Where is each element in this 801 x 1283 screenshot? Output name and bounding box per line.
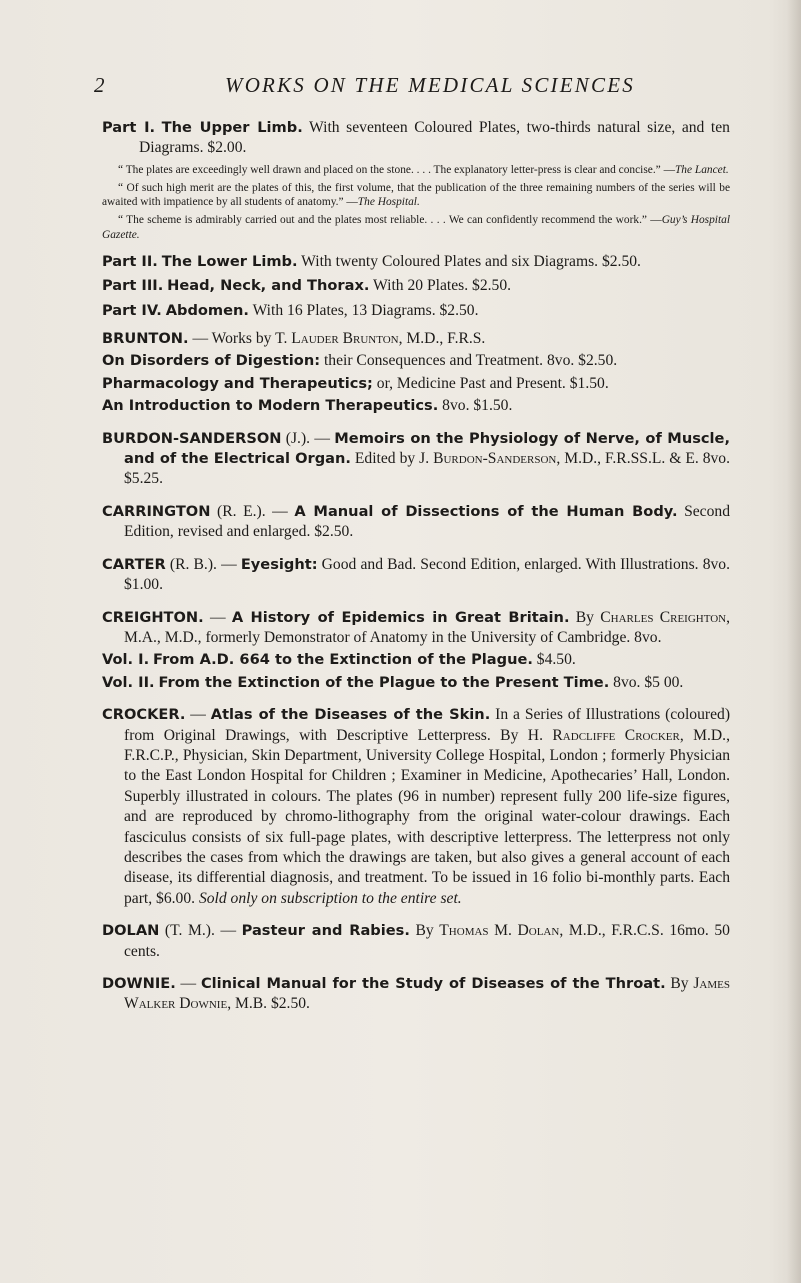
work-title: Pasteur and Rabies. — [241, 922, 410, 940]
entry-brunton — [102, 329, 730, 417]
author-name: CARTER — [102, 555, 166, 573]
work-desc: By — [409, 922, 440, 940]
entry-crocker — [102, 705, 730, 909]
work-desc: Edited by J. — [350, 450, 434, 468]
work-desc: 8vo. $1.50. — [438, 397, 513, 415]
work-desc: Second Edition, revised and enlarged. $2.50. — [124, 502, 730, 541]
work-title: Clinical Manual for the Study of Diseases of the Throat. — [200, 975, 666, 993]
part-title: The Upper Limb. — [161, 119, 303, 136]
page-number: 2 — [94, 73, 105, 97]
page-edge-shadow — [787, 0, 801, 1283]
author-name: CARRINGTON — [102, 502, 211, 520]
quote-text: “ Of such high merit are the plates of this, the first volume, that the publication of the three remaining numbers of the series will be awaited with impatience by all students of anatomy.” — — [102, 182, 730, 209]
quote-source: Guy’s Hospital Gazette. — [102, 214, 730, 241]
author-name: DOLAN — [102, 922, 160, 940]
review-quote — [102, 181, 730, 209]
work-title: A Manual of Dissections of the Human Body. — [294, 502, 678, 520]
work-desc: , M.D., F.R.C.S. 16mo. 50 cents. — [124, 922, 730, 960]
quote-source: The Hospital. — [357, 196, 420, 209]
author-initials: (J.). — — [281, 429, 335, 447]
author-name: DOWNIE. — [102, 975, 176, 993]
entry-carrington — [102, 502, 730, 543]
work-title: Atlas of the Diseases of the Skin. — [210, 706, 491, 724]
review-quote — [102, 163, 730, 177]
work-title: Pharmacology and Therapeutics; — [102, 374, 373, 392]
work-desc: In a Series of Illustrations (coloured) from Original Drawings, with Descriptive Letterpress. By H. — [124, 706, 731, 744]
work-desc: , M.D., F.R.SS.L. & E. 8vo. $5.25. — [124, 450, 730, 488]
review-quote — [102, 213, 730, 241]
volume-desc: $4.50. — [532, 651, 576, 669]
author-full-name: Lauder Brunton — [291, 330, 399, 348]
part-label: Part III. — [102, 277, 164, 295]
catalogue-content — [102, 118, 730, 1027]
entry-intro: — Works by T. — [188, 330, 292, 348]
work-desc: or, Medicine Past and Present. $1.50. — [372, 374, 609, 392]
author-full-name: Charles Creighton — [600, 608, 727, 626]
volume-label: Vol. II. — [102, 673, 155, 691]
part-title: Head, Neck, and Thorax. — [167, 277, 370, 295]
quote-text: “ The scheme is admirably carried out and the plates most reliable. . . . We can confidently recommend the work.” — — [118, 214, 662, 227]
entry-dash: — — [185, 706, 211, 724]
volume-entry — [102, 650, 730, 670]
volume-title: From A.D. 664 to the Extinction of the Plague. — [153, 651, 533, 669]
part-label: Part II. — [102, 252, 158, 270]
work-title: An Introduction to Modern Therapeutics. — [102, 397, 439, 415]
author-full-name: James Walker Downie — [124, 975, 730, 1013]
author-initials: (R. E.). — — [210, 502, 295, 520]
entry-burdon-sanderson — [102, 429, 730, 490]
volume-entry — [102, 673, 730, 693]
part-entry — [102, 301, 730, 321]
entry-dash: — — [175, 975, 201, 993]
part-desc: With 20 Plates. $2.50. — [373, 277, 512, 295]
author-credentials: , M.D., F.R.S. — [398, 330, 486, 348]
author-initials: (T. M.). — — [159, 922, 242, 940]
work-desc: By — [569, 608, 601, 626]
work-title: On Disorders of Digestion: — [102, 352, 321, 370]
part-title: Abdomen. — [165, 301, 249, 319]
subscription-note: Sold only on subscription to the entire set. — [198, 889, 462, 907]
quote-source: The Lancet. — [674, 163, 729, 176]
author-full-name: Thomas M. Dolan — [439, 922, 560, 940]
work-desc: , M.D., F.R.C.P., Physician, Skin Department, University College Hospital, London ; formerly Physician to the East London Hospital for Children ; Examiner in Medicine, Apothecaries’ Hall, London. Superbly illustrated in colours. The plates (96 in number) represent fully 200 life-size figures, and are reproduced by chromo-lithography from the original water-colour drawings. Each fasciculus consists of six full-page plates, with descriptive letterpress. The letterpress not only describes the cases from which the drawings are taken, but also gives a general account of each disease, its differential diagnosis, and treatment. To be issued in 16 folio bi-monthly parts. Each part, $6.00. — [124, 726, 730, 907]
part-label: Part I. — [102, 119, 156, 136]
part-label: Part IV. — [102, 301, 162, 319]
entry-dash: — — [203, 608, 232, 626]
work-desc: Good and Bad. Second Edition, enlarged. With Illustrations. 8vo. $1.00. — [124, 555, 730, 594]
part-title: The Lower Limb. — [161, 252, 298, 270]
part-entry — [102, 118, 730, 159]
author-full-name: Radcliffe Crocker — [552, 726, 680, 744]
part-desc: With twenty Coloured Plates and six Diagrams. $2.50. — [301, 252, 641, 270]
part-entry — [102, 252, 730, 272]
author-initials: (R. B.). — — [165, 555, 241, 573]
running-head — [94, 73, 714, 95]
part-desc: With seventeen Coloured Plates, two-thirds natural size, and ten Diagrams. $2.00. — [139, 119, 730, 157]
work-desc: , M.A., M.D., formerly Demonstrator of Anatomy in the University of Cambridge. 8vo. — [124, 608, 731, 646]
author-name: BRUNTON. — [102, 330, 189, 348]
work-title: Memoirs on the Physiology of Nerve, of Muscle, and of the Electrical Organ. — [124, 429, 730, 468]
work-desc: By — [665, 975, 694, 993]
entry-dolan — [102, 921, 730, 962]
author-name: CREIGHTON. — [102, 608, 204, 626]
work-title: Eyesight: — [240, 555, 318, 573]
entry-carter — [102, 555, 730, 596]
author-name: BURDON-SANDERSON — [102, 429, 282, 447]
work-desc: their Consequences and Treatment. 8vo. $2.50. — [320, 352, 618, 370]
part-entry — [102, 276, 730, 296]
volume-label: Vol. I. — [102, 651, 150, 669]
running-head-title: WORKS ON THE MEDICAL SCIENCES — [225, 73, 635, 97]
entry-creighton — [102, 608, 730, 694]
work-title: A History of Epidemics in Great Britain. — [231, 608, 570, 626]
editor-name: Burdon-Sanderson — [433, 450, 557, 468]
entry-downie — [102, 974, 730, 1015]
author-name: CROCKER. — [102, 706, 186, 724]
volume-desc: 8vo. $5 00. — [609, 673, 684, 691]
quote-text: “ The plates are exceedingly well drawn and placed on the stone. . . . The explanatory letter-press is clear and concise.” — — [118, 163, 675, 176]
part-desc: With 16 Plates, 13 Diagrams. $2.50. — [252, 301, 479, 319]
volume-title: From the Extinction of the Plague to the Present Time. — [158, 673, 610, 691]
work-desc: , M.B. $2.50. — [227, 995, 310, 1013]
